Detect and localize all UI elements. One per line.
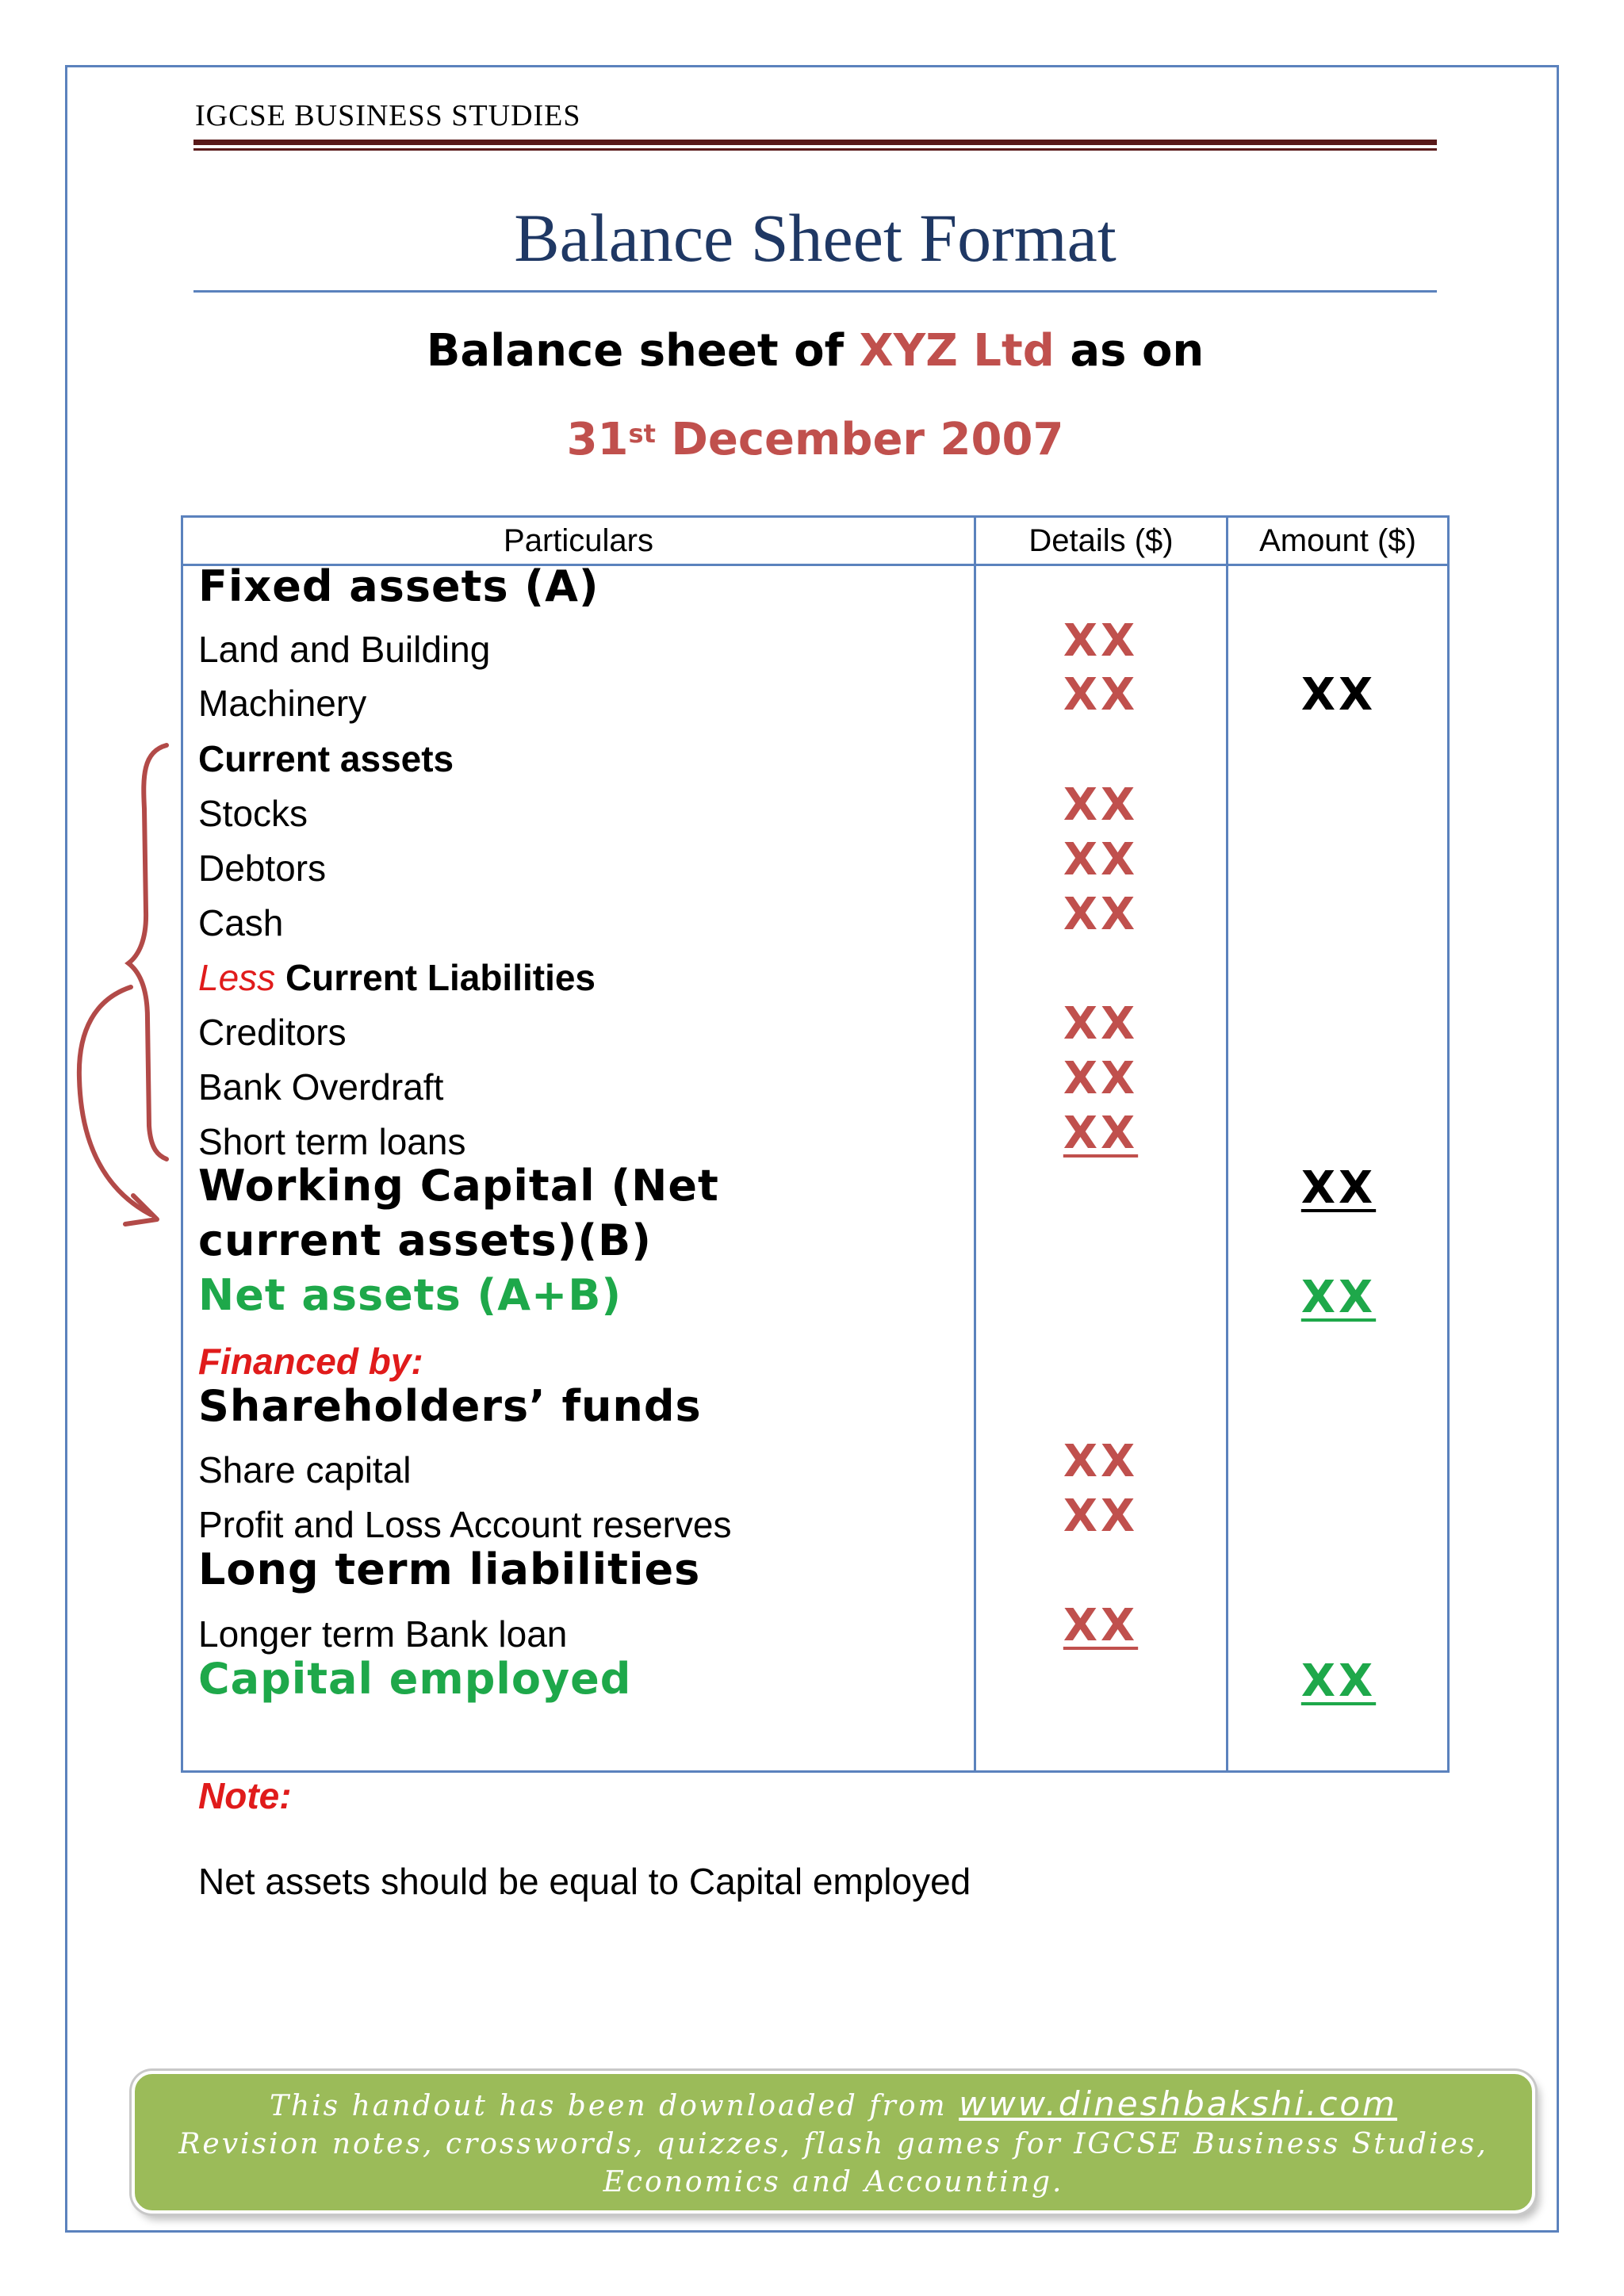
footer-line-1 <box>135 2085 1532 2126</box>
footer-line-2: Revision notes, crosswords, quizzes, flash games for IGCSE Business Studies, <box>178 2128 1488 2160</box>
subtitle-part1: Balance sheet of <box>426 325 860 377</box>
row-label: Shareholders’ funds <box>198 1381 702 1431</box>
row-label: Longer term Bank loan <box>198 1613 568 1655</box>
detail-value: XX <box>1063 615 1139 667</box>
detail-value: XX <box>1063 1053 1139 1104</box>
date-day: 31 <box>566 414 629 465</box>
row-label: Machinery <box>198 683 367 724</box>
detail-value: XX <box>1063 1600 1139 1651</box>
row-label: current assets)(B) <box>198 1215 652 1265</box>
date-rest: December 2007 <box>655 414 1064 465</box>
amount-value: XX <box>1300 669 1377 721</box>
row-label: Cash <box>198 902 284 943</box>
row-label: Capital employed <box>198 1654 632 1704</box>
website-link[interactable]: www.dineshbakshi.com <box>959 2084 1398 2123</box>
row-label: Short term loans <box>198 1121 466 1162</box>
less-prefix: Less <box>198 957 276 998</box>
curly-brace-icon <box>128 745 167 1159</box>
amount-value: XX <box>1300 1272 1377 1323</box>
detail-value: XX <box>1063 889 1139 940</box>
page-title: Balance Sheet Format <box>514 200 1116 276</box>
row-label: Creditors <box>198 1012 347 1053</box>
row-label: Current assets <box>198 738 454 779</box>
page-header: IGCSE BUSINESS STUDIES <box>195 99 581 132</box>
row-label: Financed by: <box>198 1341 423 1382</box>
column-header-particulars: Particulars <box>504 523 653 558</box>
sheet-subtitle <box>193 325 1437 377</box>
sheet-date <box>193 414 1437 465</box>
detail-value: XX <box>1063 998 1139 1050</box>
row-label: Fixed assets (A) <box>198 561 599 611</box>
row-label: Net assets (A+B) <box>198 1270 622 1320</box>
column-header-amount: Amount ($) <box>1259 523 1416 558</box>
amount-value: XX <box>1300 1162 1377 1214</box>
detail-value: XX <box>1063 1436 1139 1487</box>
row-label: Land and Building <box>198 629 491 670</box>
footer-banner <box>132 2071 1535 2214</box>
amount-value: XX <box>1300 1655 1377 1707</box>
row-label: Profit and Loss Account reserves <box>198 1504 732 1545</box>
row-label: Working Capital (Net <box>198 1161 719 1211</box>
row-label: Share capital <box>198 1449 412 1490</box>
row-label: Stocks <box>198 793 308 834</box>
detail-value: XX <box>1063 669 1139 721</box>
footer-line-3: Economics and Accounting. <box>603 2166 1064 2198</box>
row-label: Debtors <box>198 848 327 889</box>
column-header-details: Details ($) <box>1028 523 1174 558</box>
detail-value: XX <box>1063 1108 1139 1159</box>
row-label: Long term liabilities <box>198 1544 701 1594</box>
footer-prefix: This handout has been downloaded from <box>269 2090 959 2122</box>
note-label: Note: <box>198 1775 292 1816</box>
row-label: Bank Overdraft <box>198 1066 444 1108</box>
detail-value: XX <box>1063 1490 1139 1542</box>
row-label <box>198 956 596 999</box>
curved-arrow-icon <box>79 987 151 1215</box>
column-divider <box>1226 515 1228 1773</box>
title-rule <box>193 290 1437 293</box>
detail-value: XX <box>1063 834 1139 886</box>
date-suffix: st <box>628 419 656 449</box>
row-label-text: Current Liabilities <box>275 957 596 998</box>
company-name: XYZ Ltd <box>859 325 1055 377</box>
header-rule-thin <box>193 148 1437 151</box>
subtitle-part2: as on <box>1054 325 1205 377</box>
brace-arrow-annotation <box>0 0 206 1269</box>
detail-value: XX <box>1063 779 1139 831</box>
column-divider <box>974 515 976 1773</box>
note-text: Net assets should be equal to Capital employed <box>198 1861 971 1902</box>
header-rule <box>193 140 1437 145</box>
